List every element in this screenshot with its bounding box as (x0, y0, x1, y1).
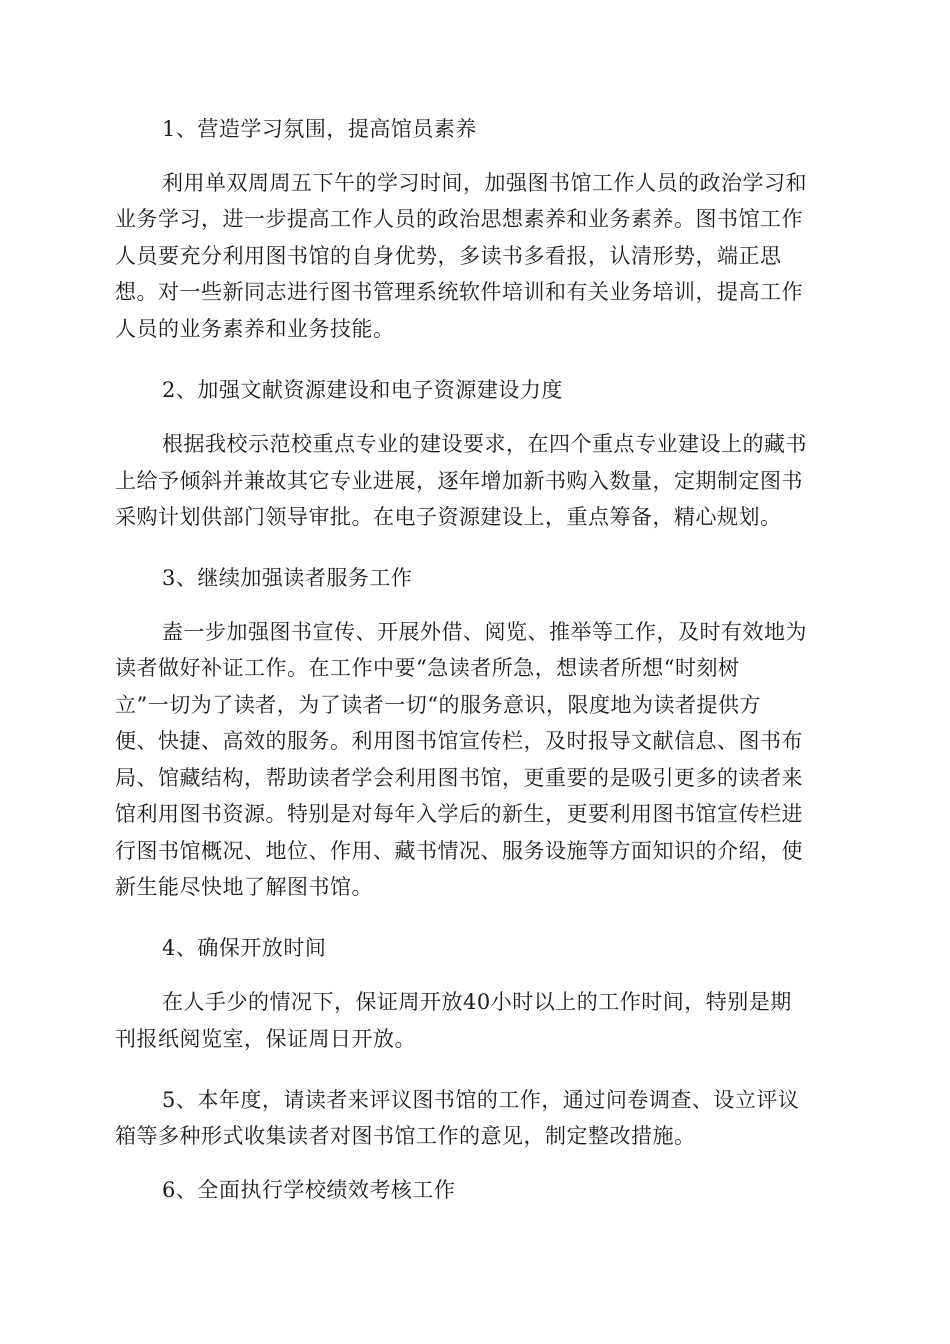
heading-3: 3、继续加强读者服务工作 (162, 566, 413, 590)
paragraph-2-line-1: 根据我校示范校重点专业的建设要求，在四个重点专业建设上的藏书 (162, 432, 807, 456)
paragraph-1-line-5: 人员的业务素养和业务技能。 (115, 317, 395, 341)
paragraph-1-line-4: 想。对一些新同志进行图书管理系统软件培训和有关业务培训，提高工作 (115, 280, 803, 304)
paragraph-3-line-7: 行图书馆概况、地位、作用、藏书情况、服务设施等方面知识的介绍，使 (115, 839, 803, 863)
heading-6: 6、全面执行学校绩效考核工作 (162, 1178, 456, 1202)
paragraph-3-line-3: 立”一切为了读者，为了读者一切“的服务意识，限度地为读者提供方 (115, 693, 761, 717)
paragraph-1-line-1: 利用单双周周五下午的学习时间，加强图书馆工作人员的政治学习和 (162, 171, 807, 195)
heading-1: 1、营造学习氛围，提高馆员素养 (162, 117, 477, 141)
paragraph-3-line-2: 读者做好补证工作。在工作中要“急读者所急，想读者所想“时刻树 (115, 656, 740, 680)
paragraph-4-line-2: 刊报纸阅览室，保证周日开放。 (115, 1027, 416, 1051)
heading-2: 2、加强文献资源建设和电子资源建设力度 (162, 378, 563, 402)
paragraph-2-line-3: 采购计划供部门领导审批。在电子资源建设上，重点筹备，精心规划。 (115, 505, 782, 529)
paragraph-3-line-6: 馆利用图书资源。特别是对每年入学后的新生，更要利用图书馆宣传栏进 (115, 802, 803, 826)
paragraph-1-line-2: 业务学习，进一步提高工作人员的政治思想素养和业务素养。图书馆工作 (115, 207, 803, 231)
paragraph-3-line-4: 便、快捷、高效的服务。利用图书馆宣传栏，及时报导文献信息、图书布 (115, 729, 803, 753)
paragraph-3-line-1: 盍一步加强图书宣传、开展外借、阅览、推举等工作，及时有效地为 (162, 620, 807, 644)
heading-4: 4、确保开放时间 (162, 936, 327, 960)
paragraph-5-line-1: 5、本年度，请读者来评议图书馆的工作，通过问卷调查、设立评议 (162, 1088, 800, 1112)
paragraph-3-line-5: 局、馆藏结构，帮助读者学会利用图书馆，更重要的是吸引更多的读者来 (115, 766, 803, 790)
paragraph-2-line-2: 上给予倾斜并兼故其它专业进展，逐年增加新书购入数量，定期制定图书 (115, 469, 803, 493)
paragraph-5-line-2: 箱等多种形式收集读者对图书馆工作的意见，制定整改措施。 (115, 1124, 696, 1148)
paragraph-1-line-3: 人员要充分利用图书馆的自身优势，多读书多看报，认清形势，端正思 (115, 244, 782, 268)
paragraph-3-line-8: 新生能尽快地了解图书馆。 (115, 875, 373, 899)
paragraph-4-line-1: 在人手少的情况下，保证周开放40小时以上的工作时间，特别是期 (162, 990, 792, 1014)
